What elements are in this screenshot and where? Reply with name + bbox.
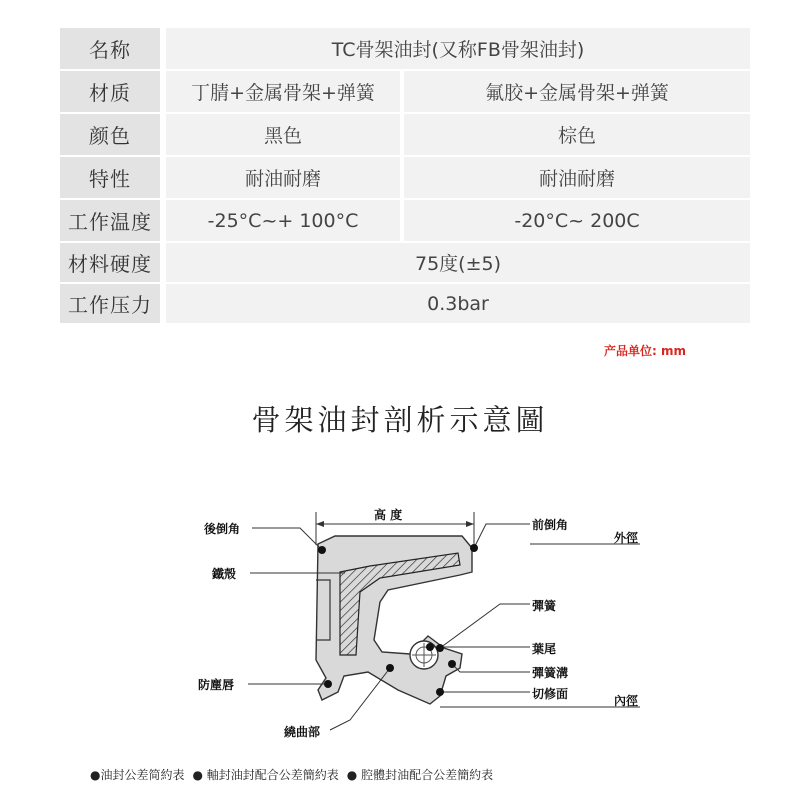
link-bore-fit-tolerance[interactable]: ● 腔體封油配合公差簡約表 <box>346 768 494 782</box>
label-temperature: 工作温度 <box>60 200 160 241</box>
label-height: 高 度 <box>374 508 403 522</box>
label-spring: 彈簧 <box>532 599 557 613</box>
value-temperature-fkm: -20°C~ 200C <box>404 200 750 241</box>
spec-table <box>60 28 750 325</box>
label-dust-lip: 防塵唇 <box>198 678 235 692</box>
value-pressure: 0.3bar <box>166 284 750 323</box>
label-hardness: 材料硬度 <box>60 243 160 282</box>
unit-note: 产品单位: mm <box>604 344 686 358</box>
label-rear-chamfer: 後倒角 <box>204 522 241 536</box>
row-property <box>60 157 750 198</box>
value-hardness: 75度(±5) <box>166 243 750 282</box>
row-material <box>60 71 750 112</box>
value-property-nbr: 耐油耐磨 <box>166 157 400 198</box>
footer-links <box>90 766 493 783</box>
label-color: 颜色 <box>60 114 160 155</box>
label-outer-diameter: 外徑 <box>614 531 639 545</box>
label-front-chamfer: 前倒角 <box>532 518 569 532</box>
label-lip-tail: 葉尾 <box>532 642 557 656</box>
label-cut-surface: 切修面 <box>532 687 569 701</box>
row-hardness <box>60 243 750 282</box>
row-name <box>60 28 750 69</box>
label-pressure: 工作压力 <box>60 284 160 323</box>
value-material-fkm: 氟胶+金属骨架+弹簧 <box>404 71 750 112</box>
value-color-fkm: 棕色 <box>404 114 750 155</box>
row-pressure <box>60 284 750 323</box>
label-name: 名称 <box>60 28 160 69</box>
value-material-nbr: 丁腈+金属骨架+弹簧 <box>166 71 400 112</box>
diagram-title: 骨架油封剖析示意圖 <box>251 403 549 437</box>
value-temperature-nbr: -25°C~+ 100°C <box>166 200 400 241</box>
spring-shape <box>410 641 438 669</box>
label-inner-diameter: 內徑 <box>614 694 639 708</box>
value-name: TC骨架油封(又称FB骨架油封) <box>166 28 750 69</box>
value-color-nbr: 黑色 <box>166 114 400 155</box>
label-flex-section: 繞曲部 <box>284 725 321 739</box>
label-property: 特性 <box>60 157 160 198</box>
row-color <box>60 114 750 155</box>
label-material: 材质 <box>60 71 160 112</box>
row-temperature <box>60 200 750 241</box>
value-property-fkm: 耐油耐磨 <box>404 157 750 198</box>
link-oil-seal-tolerance[interactable]: ●油封公差简約表 <box>90 768 185 782</box>
link-shaft-fit-tolerance[interactable]: ● 軸封油封配合公差簡約表 <box>192 768 339 782</box>
label-spring-groove: 彈簧溝 <box>532 666 569 680</box>
label-metal-case: 鐵殼 <box>212 567 237 581</box>
